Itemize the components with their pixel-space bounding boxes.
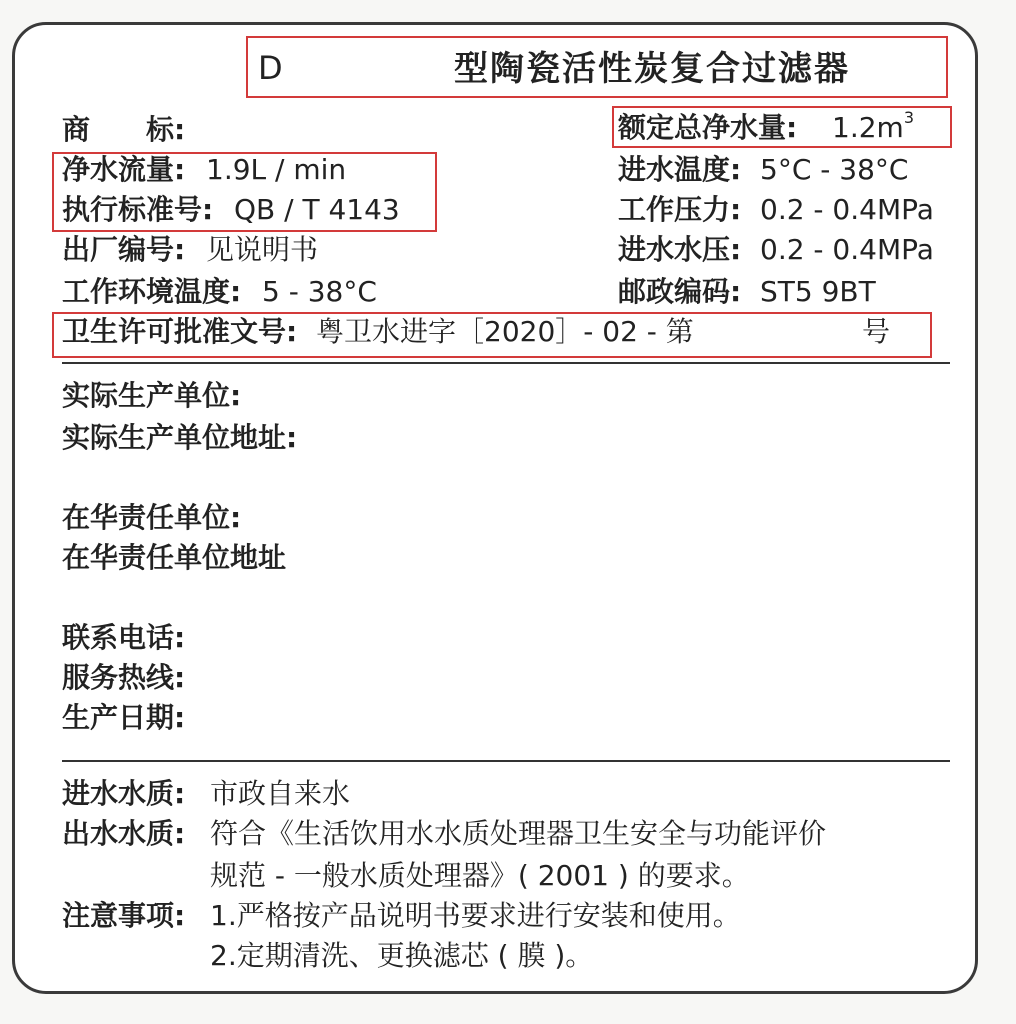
env-temp-label: 工作环境温度:	[62, 275, 242, 308]
notes-line1: 1.严格按产品说明书要求进行安装和使用。	[210, 899, 741, 932]
outlet-quality-line2: 规范 - 一般水质处理器》( 2001 ) 的要求。	[210, 859, 750, 892]
serial-label: 出厂编号:	[62, 233, 186, 266]
notes-label: 注意事项:	[62, 899, 186, 932]
model-code: D	[258, 49, 283, 87]
date-label: 生产日期:	[62, 701, 186, 734]
inlet-quality-value: 市政自来水	[210, 777, 351, 810]
china-unit-label: 在华责任单位:	[62, 501, 242, 534]
hotline-label: 服务热线:	[62, 661, 186, 694]
notes-line2: 2.定期清洗、更换滤芯 ( 膜 )。	[210, 939, 594, 972]
inlet-quality-label: 进水水质:	[62, 777, 186, 810]
postcode-value: ST5 9BT	[760, 275, 876, 308]
capacity-unit-sup: 3	[903, 108, 914, 127]
divider-top	[62, 362, 950, 364]
phone-label: 联系电话:	[62, 621, 186, 654]
capacity-number: 1.2m	[832, 111, 904, 144]
capacity-value	[832, 108, 914, 144]
serial-value: 见说明书	[206, 233, 319, 266]
permit-value: 粤卫水进字［2020］- 02 - 第	[316, 315, 694, 348]
permit-label: 卫生许可批准文号:	[62, 315, 298, 348]
capacity-label: 额定总净水量:	[618, 111, 798, 144]
permit-suffix: 号	[862, 315, 891, 348]
inlet-temp-value: 5°C - 38°C	[760, 153, 909, 186]
trademark-label: 商 标:	[62, 113, 186, 146]
divider-bottom	[62, 760, 950, 762]
outlet-quality-label: 出水水质:	[62, 817, 186, 850]
flow-label: 净水流量:	[62, 153, 186, 186]
work-pressure-label: 工作压力:	[618, 193, 742, 226]
standard-value: QB / T 4143	[234, 193, 400, 226]
inlet-pressure-value: 0.2 - 0.4MPa	[760, 233, 934, 266]
inlet-pressure-label: 进水水压:	[618, 233, 742, 266]
product-name: 型陶瓷活性炭复合过滤器	[454, 49, 850, 89]
env-temp-value: 5 - 38°C	[262, 275, 377, 308]
standard-label: 执行标准号:	[62, 193, 214, 226]
flow-value: 1.9L / min	[206, 153, 347, 186]
work-pressure-value: 0.2 - 0.4MPa	[760, 193, 934, 226]
producer-label: 实际生产单位:	[62, 379, 242, 412]
china-unit-address-label: 在华责任单位地址	[62, 541, 287, 574]
inlet-temp-label: 进水温度:	[618, 153, 742, 186]
producer-address-label: 实际生产单位地址:	[62, 421, 298, 454]
postcode-label: 邮政编码:	[618, 275, 742, 308]
outlet-quality-line1: 符合《生活饮用水水质处理器卫生安全与功能评价	[210, 817, 827, 850]
